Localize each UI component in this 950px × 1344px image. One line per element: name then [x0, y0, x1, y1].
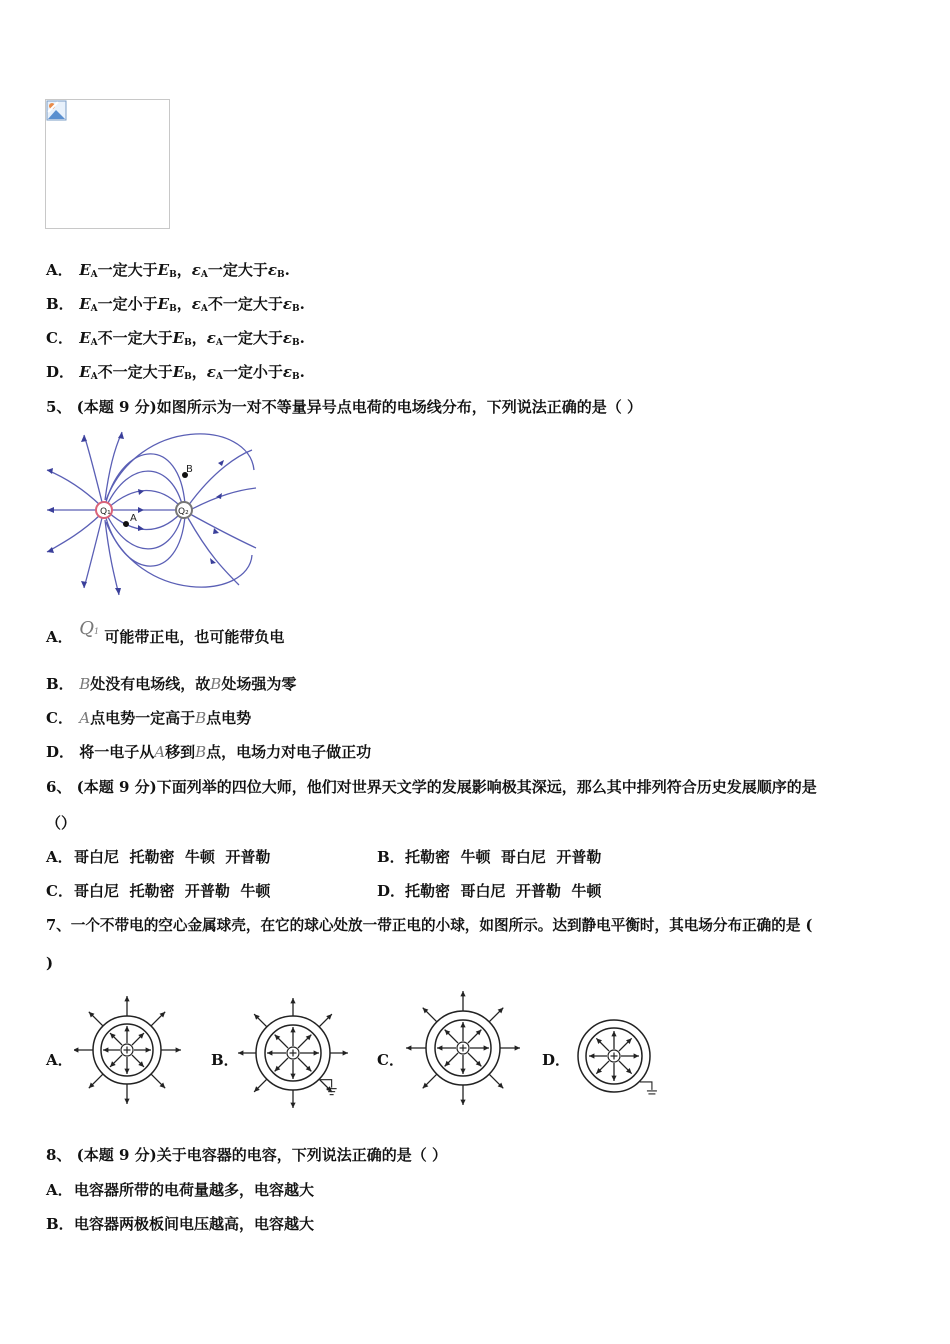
field-arrowhead	[124, 1069, 129, 1074]
q5-option-c	[46, 708, 251, 728]
q6-option-a: A．哥白尼 托勒密 牛顿 开普勒	[46, 848, 271, 866]
math-variable: B	[79, 675, 91, 693]
point-a-label: A	[130, 513, 137, 524]
option-label: D．	[46, 743, 75, 761]
q8-option-b: B．电容器两极板间电压越高，电容越大	[46, 1215, 315, 1233]
broken-image-placeholder	[45, 99, 170, 229]
q6-option-d: D．托勒密 哥白尼 开普勒 牛顿	[377, 882, 602, 900]
q6-option-c: C．哥白尼 托勒密 开普勒 牛顿	[46, 882, 271, 900]
option-label: D．	[46, 363, 75, 381]
field-arrowhead	[589, 1053, 594, 1058]
option-label: A．	[46, 261, 73, 279]
option-text: 将一电子从	[79, 743, 155, 761]
ground-wire	[640, 1082, 652, 1090]
point-b-label: B	[186, 464, 193, 475]
point-a	[123, 521, 129, 527]
q6-option-b: B．托勒密 牛顿 哥白尼 开普勒	[377, 848, 602, 866]
q8-stem: 8、 (本题 9 分)关于电容器的电容，下列说法正确的是（ ）	[46, 1146, 447, 1164]
math-variable: Q1	[79, 618, 100, 639]
q5-stem: 5、 (本题 9 分)如图所示为一对不等量异号点电荷的电场线分布，下列说法正确的是（ ）	[46, 398, 642, 416]
q6-stem-line1: 6、 (本题 9 分)下面列举的四位大师，他们对世界天文学的发展影响极其深远，那么其中排列符合历史发展顺序的是	[46, 778, 817, 796]
field-arrowhead	[460, 991, 465, 996]
math-variable: B	[195, 709, 207, 727]
q7-figure-c	[405, 990, 525, 1108]
math-variable: A	[79, 709, 91, 727]
field-arrowhead	[484, 1045, 489, 1050]
field-arrowhead	[146, 1047, 151, 1052]
q5-field-line-figure	[44, 430, 264, 600]
field-arrowhead	[460, 1100, 465, 1105]
q4-option-d: D． $E_A$不一定大于$E_B$，$\varepsilon_A$一定小于$\varepsilon_B$.	[46, 363, 305, 382]
q1-label: Q₁	[100, 507, 111, 517]
math-variable: B	[195, 743, 207, 761]
field-arrowhead	[634, 1053, 639, 1058]
q7-label-a: A．	[46, 1051, 73, 1069]
field-arrowhead	[460, 1069, 465, 1074]
field-arrowhead	[238, 1050, 243, 1055]
math-variable: B	[210, 675, 222, 693]
q7-label-d: D．	[542, 1051, 571, 1069]
q4-option-c: C． $E_A$不一定大于$E_B$，$\varepsilon_A$一定大于$\varepsilon_B$.	[46, 329, 305, 348]
q7-figure-b	[238, 995, 353, 1110]
field-arrowhead	[176, 1047, 181, 1052]
option-text: 点电势一定高于	[90, 709, 196, 727]
field-arrowhead	[611, 1031, 616, 1036]
q7-stem-line2: )	[46, 954, 54, 972]
q7-figure-a	[74, 992, 184, 1107]
field-arrowhead	[124, 1099, 129, 1104]
field-arrowhead	[290, 1103, 295, 1108]
option-label: B．	[46, 675, 74, 693]
option-text: 处没有电场线，故	[90, 675, 211, 693]
field-arrowhead	[74, 1047, 78, 1052]
q5-option-a	[46, 618, 285, 650]
option-text: 点，电场力对电子做正功	[206, 743, 372, 761]
q5-option-d	[46, 742, 371, 762]
field-arrowhead	[290, 1027, 295, 1032]
field-arrowhead	[290, 1074, 295, 1079]
option-text: 移到	[165, 743, 196, 761]
q6-stem-line2: （）	[46, 814, 77, 832]
field-arrowhead	[611, 1076, 616, 1081]
option-label: C．	[46, 329, 73, 347]
option-label: A．	[46, 628, 73, 646]
field-arrowhead	[290, 998, 295, 1003]
field-arrowhead	[314, 1050, 319, 1055]
option-label: C．	[46, 709, 73, 727]
option-text: 可能带正电，也可能带负电	[104, 628, 285, 646]
broken-image-icon	[46, 100, 68, 122]
field-arrowhead	[103, 1047, 108, 1052]
q5-option-b	[46, 674, 296, 694]
q4-option-a: A． $E_A$一定大于$E_B$，$\varepsilon_A$一定大于$\varepsilon_B$.	[46, 261, 290, 280]
q7-label-c: C．	[377, 1051, 404, 1069]
field-arrowhead	[124, 1026, 129, 1031]
option-label: B．	[46, 295, 74, 313]
field-arrowhead	[406, 1045, 411, 1050]
q4-option-b: B． $E_A$一定小于$E_B$，$\varepsilon_A$不一定大于$\varepsilon_B$.	[46, 295, 305, 314]
q7-figure-d	[572, 1016, 672, 1096]
math-variable: A	[154, 743, 166, 761]
q7-label-b: B．	[211, 1051, 239, 1069]
option-text: 处场强为零	[221, 675, 297, 693]
q8-option-a: A．电容器所带的电荷量越多，电容越大	[46, 1181, 315, 1199]
field-arrowhead	[437, 1045, 442, 1050]
field-arrowhead	[515, 1045, 520, 1050]
field-arrowhead	[267, 1050, 272, 1055]
q7-stem-line1: 7、一个不带电的空心金属球壳，在它的球心处放一带正电的小球，如图所示。达到静电平衡时，其电场分布正确的是 (	[46, 917, 813, 934]
q2-label: Q₂	[178, 507, 189, 517]
field-arrowhead	[343, 1050, 348, 1055]
option-text: 点电势	[206, 709, 252, 727]
field-arrowhead	[460, 1022, 465, 1027]
field-arrowhead	[124, 996, 129, 1001]
